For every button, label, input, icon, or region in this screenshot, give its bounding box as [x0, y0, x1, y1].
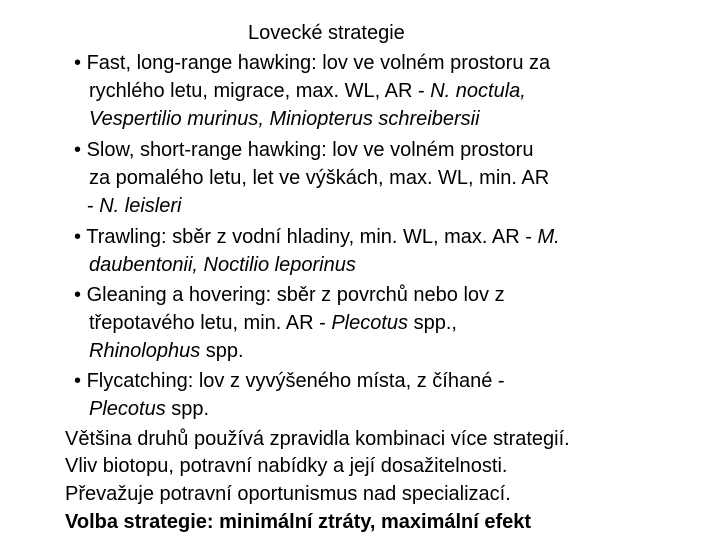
bullet-mark: • — [74, 284, 82, 306]
species-name: N. leisleri — [99, 195, 182, 217]
list-item-flycatching — [74, 368, 505, 394]
list-item-gleaning — [74, 282, 505, 308]
item-text: třepotavého letu, min. AR - — [89, 312, 332, 334]
paragraph-opportunism: Převažuje potravní oportunismus nad specializací. — [65, 483, 511, 505]
item-text: za pomalého letu, let ve výškách, max. WL, min. AR — [89, 167, 550, 189]
item-text: Trawling: sběr z vodní hladiny, min. WL, max. AR - — [86, 226, 538, 248]
species-name: M. — [537, 226, 560, 248]
list-item-slow-hawking — [74, 137, 533, 163]
item-text: spp., — [408, 312, 457, 334]
list-item-fast-hawking — [74, 50, 550, 76]
list-item-continuation — [89, 78, 526, 104]
species-name: daubentonii, Noctilio leporinus — [89, 254, 356, 276]
species-name: Rhinolophus — [89, 340, 201, 362]
list-item-trawling — [74, 224, 560, 250]
bullet-mark: • — [74, 139, 82, 161]
list-item-continuation — [89, 165, 549, 191]
list-item-continuation — [89, 106, 480, 132]
item-text: rychlého letu, migrace, max. WL, AR - — [89, 80, 431, 102]
list-item-continuation — [89, 252, 356, 278]
item-text: spp. — [200, 340, 244, 362]
item-text: Slow, short-range hawking: lov ve volném prostoru — [86, 139, 534, 161]
slide-title: Lovecké strategie — [248, 22, 405, 44]
item-text: spp. — [165, 398, 210, 420]
item-text: Fast, long-range hawking: lov ve volném prostoru za — [86, 52, 551, 74]
item-text: Flycatching: lov z vyvýšeného místa, z číhané - — [86, 370, 505, 392]
species-name: N. noctula, — [430, 80, 526, 102]
list-item-continuation — [89, 310, 457, 336]
list-item-continuation — [87, 193, 181, 219]
bullet-mark: • — [74, 226, 82, 248]
conclusion-line: Volba strategie: minimální ztráty, maximální efekt — [65, 511, 532, 533]
item-text: Gleaning a hovering: sběr z povrchů nebo lov z — [86, 284, 505, 306]
bullet-mark: • — [74, 370, 82, 392]
paragraph-biotope: Vliv biotopu, potravní nabídky a její dosažitelnosti. — [65, 455, 508, 477]
species-name: Plecotus — [89, 398, 166, 420]
list-item-continuation — [89, 396, 209, 422]
paragraph-combination: Většina druhů používá zpravidla kombinaci více strategií. — [65, 428, 570, 450]
list-item-continuation — [89, 338, 244, 364]
bullet-mark: • — [74, 52, 82, 74]
species-name: Plecotus — [331, 312, 409, 334]
species-name: Vespertilio murinus, Miniopterus schreibersii — [89, 108, 480, 130]
item-text: - — [87, 195, 100, 217]
